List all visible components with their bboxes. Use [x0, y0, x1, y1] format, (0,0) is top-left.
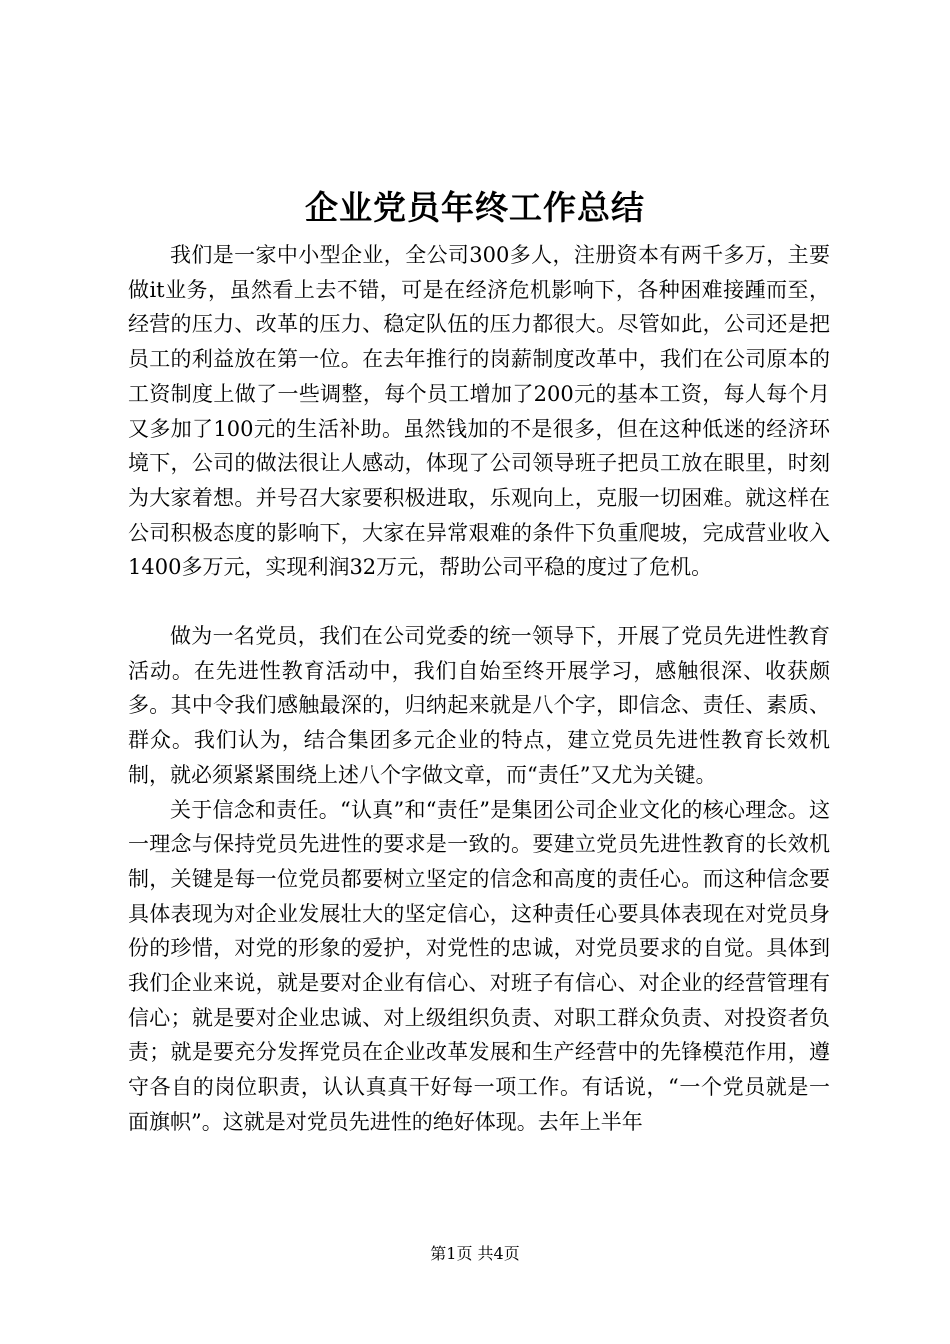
- page-footer: 第1页 共4页: [430, 1244, 520, 1263]
- paragraph-1: 我们是一家中小型企业，全公司300多人，注册资本有两千多万，主要做it业务，虽然看上去不错，可是在经济危机影响下，各种困难接踵而至，经营的压力、改革的压力、稳定队伍的压力都很大。尽管如此，公司还是把员工的利益放在第一位。在去年推行的岗薪制度改革中，我们在公司原本的工资制度上做了一些调整，每个员工增加了200元的基本工资，每人每个月又多加了100元的生活补助。虽然钱加的不是很多，但在这种低迷的经济环境下，公司的做法很让人感动，体现了公司领导班子把员工放在眼里，时刻为大家着想。并号召大家要积极进取，乐观向上，克服一切困难。就这样在公司积极态度的影响下，大家在异常艰难的条件下负重爬坡，完成营业收入1400多万元，实现利润32万元，帮助公司平稳的度过了危机。: [128, 243, 830, 580]
- paragraph-2: 做为一名党员，我们在公司党委的统一领导下，开展了党员先进性教育活动。在先进性教育活动中，我们自始至终开展学习，感触很深、收获颇多。其中令我们感触最深的，归纳起来就是八个字，即信念、责任、素质、群众。我们认为，结合集团多元企业的特点，建立党员先进性教育长效机制，就必须紧紧围绕上述八个字做文章，而“责任”又尤为关键。: [128, 624, 830, 787]
- paragraph-3: 关于信念和责任。“认真”和“责任”是集团公司企业文化的核心理念。这一理念与保持党员先进性的要求是一致的。要建立党员先进性教育的长效机制，关键是每一位党员都要树立坚定的信念和高度的责任心。而这种信念要具体表现为对企业发展壮大的坚定信心，这种责任心要具体表现在对党员身份的珍惜，对党的形象的爱护，对党性的忠诚，对党员要求的自觉。具体到我们企业来说，就是要对企业有信心、对班子有信心、对企业的经营管理有信心；就是要对企业忠诚、对上级组织负责、对职工群众负责、对投资者负责；就是要充分发挥党员在企业改革发展和生产经营中的先锋模范作用，遵守各自的岗位职责，认认真真干好每一项工作。有话说，“一个党员就是一面旗帜”。这就是对党员先进性的绝好体现。去年上半年: [128, 797, 830, 1134]
- document-body: [128, 238, 830, 1140]
- document-title: 企业党员年终工作总结: [305, 188, 645, 227]
